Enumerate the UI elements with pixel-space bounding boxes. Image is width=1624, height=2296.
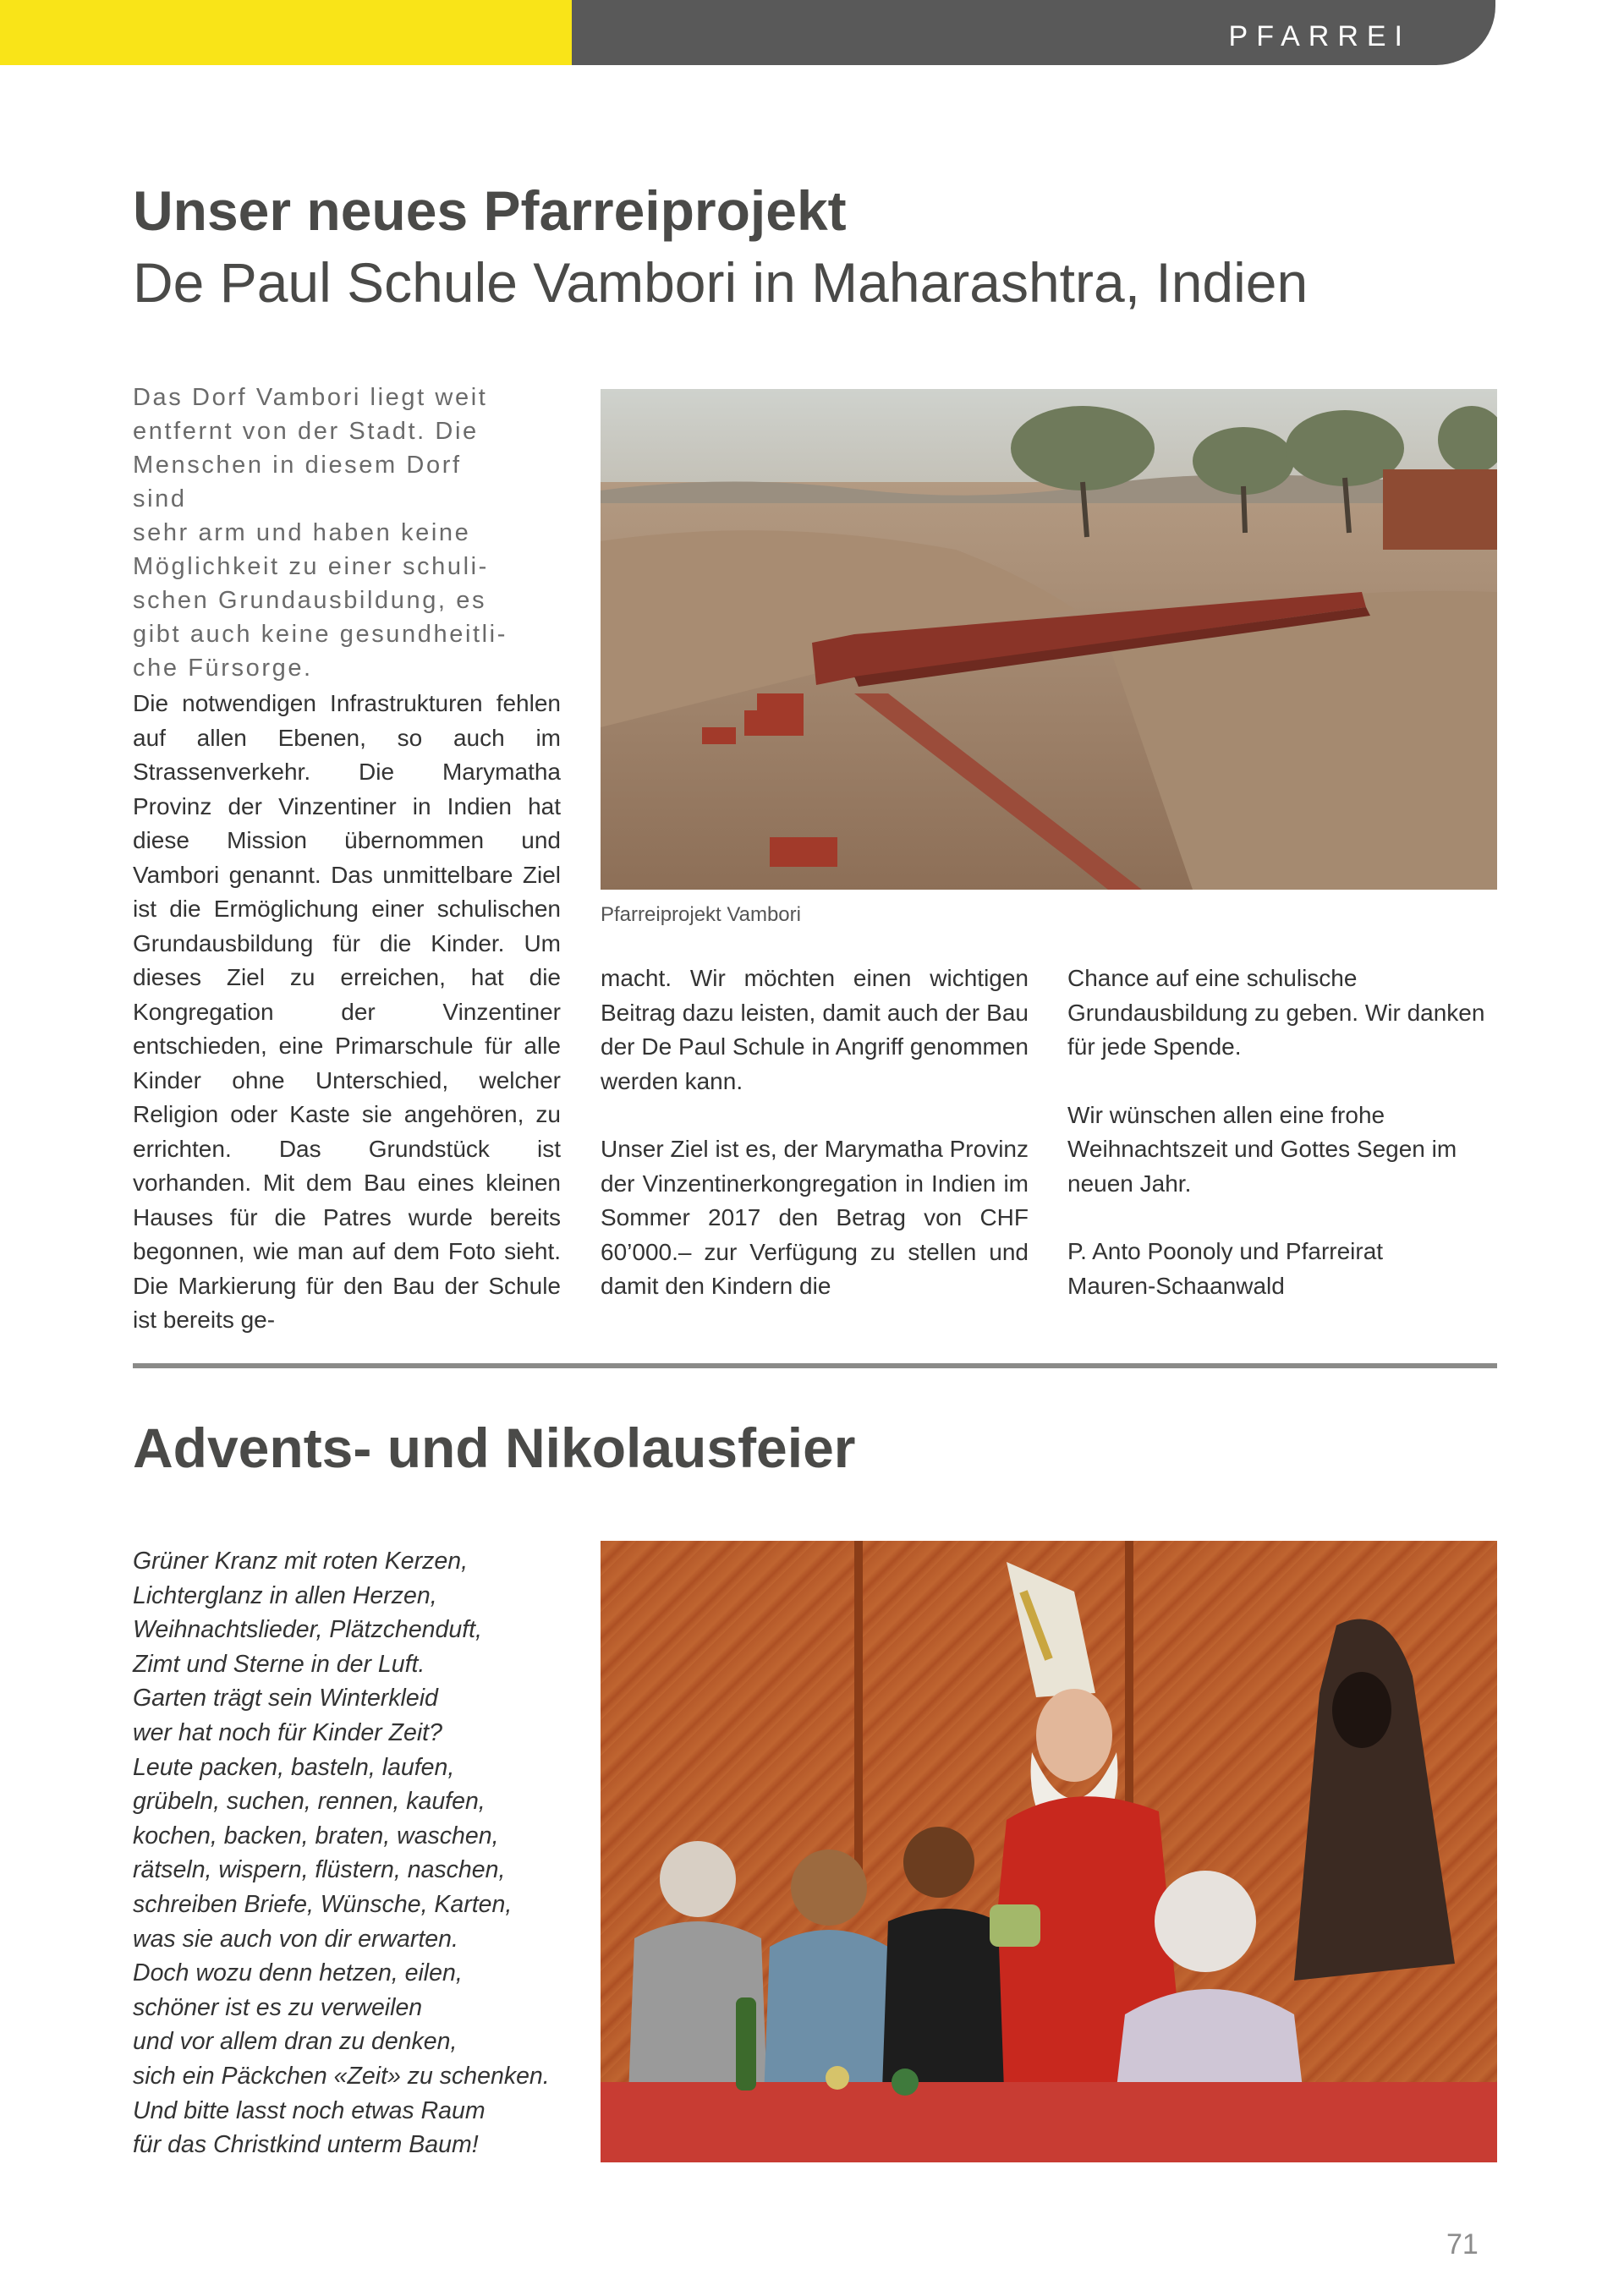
poem-line: für das Christkind unterm Baum! [133,2131,479,2159]
section-header-bar [572,0,1495,65]
article-subtitle: De Paul Schule Vambori in Maharashtra, Indien [133,251,1309,314]
construction-site-illustration [601,389,1497,890]
lead-line: Menschen in diesem Dorf sind [133,452,462,512]
poem-line: Weihnachtslieder, Plätzchenduft, [133,1616,482,1644]
construction-site-photo [601,389,1497,890]
photo-caption: Pfarreiprojekt Vambori [601,903,801,926]
section-label: PFARREI [1228,20,1411,52]
lead-paragraph [133,381,513,685]
signature [1067,1235,1497,1303]
page-number: 71 [1446,2228,1479,2260]
body-column-3 [1067,962,1497,1303]
body-paragraph: macht. Wir möchten einen wichtigen Beitrag dazu leisten, damit auch der Bau der De Paul Schule in Angriff genommen werden kann. [601,965,1029,1094]
nikolaus-celebration-photo [601,1541,1497,2162]
poem-line: und vor allem dran zu denken, [133,2028,458,2056]
header-accent-bar [0,0,572,65]
lead-line: sehr arm und haben keine [133,519,471,546]
body-paragraph: Unser Ziel ist es, der Marymatha Provinz der Vinzentinerkongregation in Indien im Sommer 2017 den Betrag von CHF 60’000.– zur Verfügung zu stellen und damit den Kindern die [601,1136,1029,1299]
poem-line: Garten trägt sein Winterkleid [133,1685,438,1712]
lead-line: schen Grundausbildung, es [133,587,487,614]
section-divider [133,1363,1497,1368]
poem-line: wer hat noch für Kinder Zeit? [133,1718,442,1746]
lead-line: entfernt von der Stadt. Die [133,418,479,445]
article-title: Advents- und Nikolausfeier [133,1417,856,1479]
lead-line: gibt auch keine gesundheitli- [133,621,508,648]
poem-line: schöner ist es zu verweilen [133,1993,423,2021]
body-column-1 [133,687,561,1372]
poem-line: Doch wozu denn hetzen, eilen, [133,1959,463,1987]
poem-line: was sie auch von dir erwarten. [133,1925,458,1953]
body-paragraph: Chance auf eine schulische Grundausbildung zu geben. Wir danken für jede Spende. [1067,965,1485,1060]
nikolaus-celebration-illustration [601,1541,1497,2162]
poem-line: Lichterglanz in allen Herzen, [133,1581,437,1609]
lead-line: Das Dorf Vambori liegt weit [133,384,488,411]
signature-line: P. Anto Poonoly und Pfarreirat [1067,1238,1384,1264]
poem-line: grübeln, suchen, rennen, kaufen, [133,1788,486,1816]
body-paragraph: Die notwendigen Infrastrukturen fehlen auf allen Ebenen, so auch im Strassenverkehr. Die Marymatha Provinz der Vinzentiner in Indien hat diese Mission übernommen und Vambori genannt. Das unmittelbare Ziel ist die Ermöglichung einer schulischen Grundausbildung für die Kinder. Um dieses Ziel zu erreichen, hat die Kongregation der Vinzentiner entschieden, eine Primarschule für alle Kinder ohne Unterschied, welcher Religion oder Kaste sie angehören, zu errichten. Das Grundstück ist vorhanden. Mit dem Bau eines kleinen Hauses für die Patres wurde bereits begonnen, wie man auf dem Foto sieht. Die Markierung für den Bau der Schule ist bereits ge- [133,690,561,1333]
lead-line: che Fürsorge. [133,655,313,682]
body-paragraph: Wir wünschen allen eine frohe Weihnachtszeit und Gottes Segen im neuen Jahr. [1067,1101,1457,1197]
poem-line: Grüner Kranz mit roten Kerzen, [133,1548,468,1575]
poem [133,1544,573,2162]
poem-line: schreiben Briefe, Wünsche, Karten, [133,1890,513,1918]
poem-line: Und bitte lasst noch etwas Raum [133,2096,486,2124]
body-column-2 [601,962,1029,1338]
poem-line: rätseln, wispern, flüstern, naschen, [133,1856,506,1884]
lead-line: Möglichkeit zu einer schuli- [133,553,489,580]
poem-line: Zimt und Sterne in der Luft. [133,1650,425,1678]
article-title: Unser neues Pfarreiprojekt [133,179,847,242]
poem-line: sich ein Päckchen «Zeit» zu schenken. [133,2062,550,2090]
poem-line: kochen, backen, braten, waschen, [133,1822,499,1849]
poem-line: Leute packen, basteln, laufen, [133,1753,455,1781]
signature-line: Mauren-Schaanwald [1067,1272,1285,1299]
